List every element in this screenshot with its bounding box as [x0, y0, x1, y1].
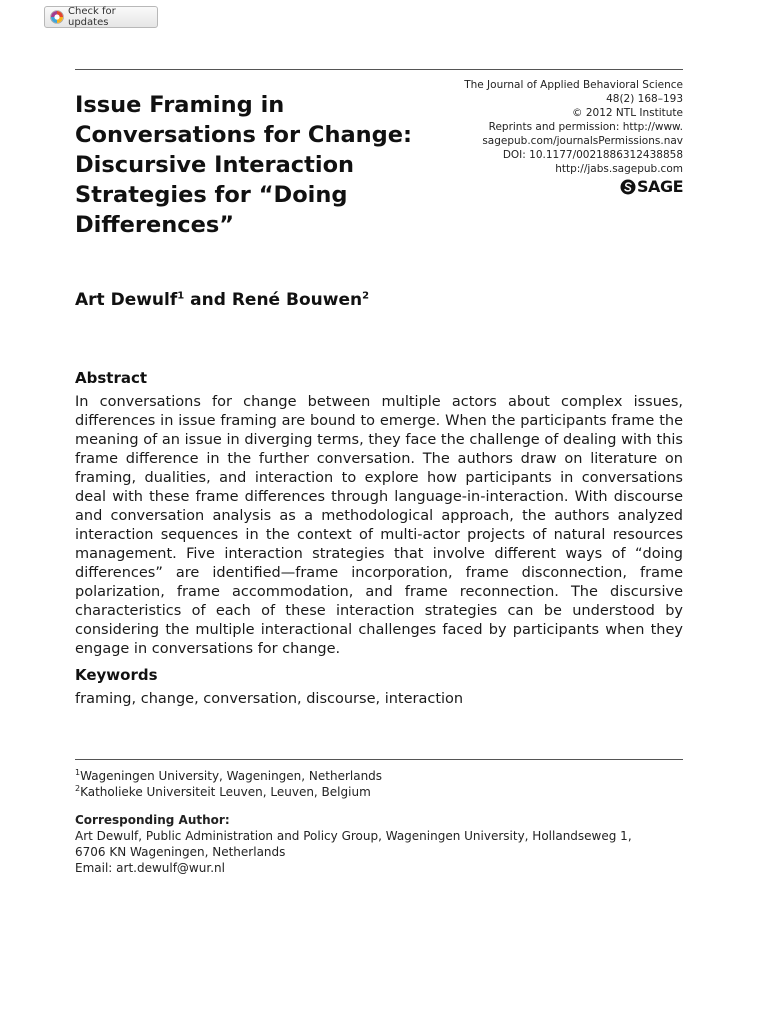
author-name: René Bouwen [231, 290, 363, 310]
author-name: Art Dewulf [75, 290, 178, 310]
corresponding-email[interactable]: Email: art.dewulf@wur.nl [75, 861, 225, 875]
abstract-heading: Abstract [75, 369, 148, 387]
journal-doi: DOI: 10.1177/0021886312438858 [502, 149, 683, 161]
affiliation-mark: 1 [75, 768, 81, 777]
corresponding-author [75, 812, 683, 876]
author-list [75, 290, 369, 310]
sage-s-icon [620, 179, 636, 195]
affiliation-mark: 2 [75, 784, 81, 793]
author-affiliation-mark: 2 [362, 290, 370, 302]
journal-copyright: © 2012 NTL Institute [572, 107, 683, 119]
journal-url[interactable]: http://jabs.sagepub.com [555, 163, 683, 175]
abstract-text: In conversations for change between multiple actors about complex issues, differences in issue framing are bound to emerge. When the participants frame the meaning of an issue in diverging terms, they face the challenge of dealing with this frame difference in the further conversation. The authors draw on literature on framing, dualities, and interaction to explore how participants in conversations deal with these frame differences through language-in-interaction. With discourse and conversation analysis as a methodological approach, the authors analyzed interaction sequences in the context of multi-actor projects of natural resources management. Five interaction strategies that involve different ways of “doing differences” are identified—frame incorporation, frame disconnection, frame polarization, frame accommodation, and frame reconnection. The discursive characteristics of each of these interaction strategies can be understood by considering the multiple interactional challenges faced by participants when they engage in conversations for change. [75, 394, 683, 657]
affiliation-text: Katholieke Universiteit Leuven, Leuven, Belgium [80, 785, 371, 799]
journal-info [423, 78, 683, 195]
affiliation-text: Wageningen University, Wageningen, Netherlands [80, 769, 383, 783]
journal-volume: 48(2) 168–193 [606, 93, 683, 105]
author-affiliation-mark: 1 [177, 290, 185, 302]
sage-logo [423, 179, 683, 195]
corresponding-line2: 6706 KN Wageningen, Netherlands [75, 845, 286, 859]
header-rule [75, 69, 683, 70]
keywords-heading: Keywords [75, 666, 158, 684]
journal-name: The Journal of Applied Behavioral Science [464, 79, 683, 91]
check-for-updates-button[interactable] [44, 6, 158, 28]
corresponding-line1: Art Dewulf, Public Administration and Policy Group, Wageningen University, Hollandseweg 1, [75, 829, 632, 843]
journal-reprints-line1: Reprints and permission: http://www. [488, 121, 683, 133]
keywords-text: framing, change, conversation, discourse, interaction [75, 691, 464, 707]
affiliation-2 [75, 781, 683, 800]
corresponding-heading: Corresponding Author: [75, 813, 230, 827]
footnote-rule [75, 759, 683, 760]
journal-reprints-line2: sagepub.com/journalsPermissions.nav [482, 135, 683, 147]
author-joiner: and [190, 290, 226, 310]
sage-logo-text: SAGE [637, 177, 683, 196]
article-title: Issue Framing in Conversations for Change: Discursive Interaction Strategies for “Doing Differences” [75, 92, 413, 238]
check-for-updates-label: Check for updates [68, 6, 116, 28]
crossmark-icon [50, 10, 64, 24]
